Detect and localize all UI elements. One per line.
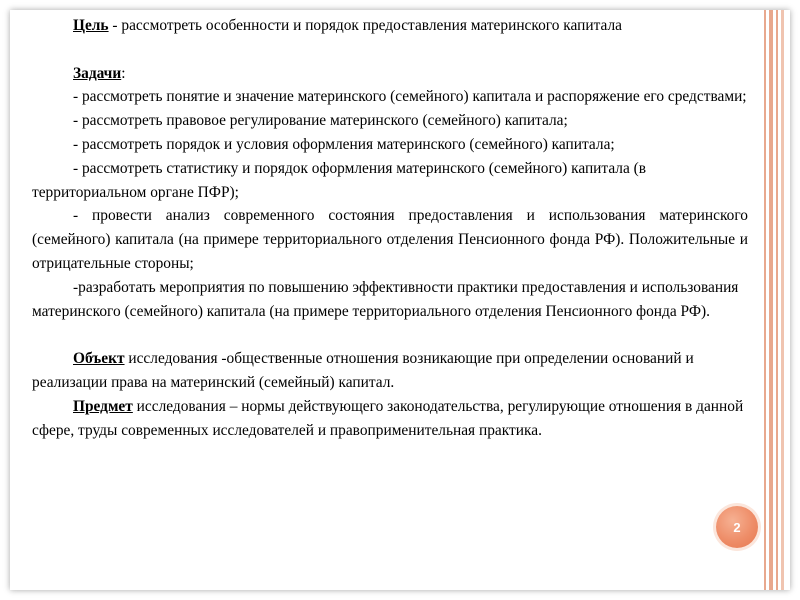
- task-item: - рассмотреть понятие и значение материнского (семейного) капитала и распоряжение его средствами;: [73, 88, 747, 106]
- decorative-stripe: [764, 10, 766, 590]
- task-item: - рассмотреть порядок и условия оформления материнского (семейного) капитала;: [73, 135, 615, 153]
- tasks-heading: [32, 62, 748, 86]
- decorative-stripe: [781, 10, 784, 590]
- decorative-stripe: [769, 10, 773, 590]
- spacer: [32, 38, 748, 62]
- object-paragraph: [32, 347, 748, 395]
- goal-text: - рассмотреть особенности и порядок предоставления материнского капитала: [108, 17, 622, 34]
- page-number-badge: 2: [716, 506, 758, 548]
- task-item: - рассмотреть правовое регулирование материнского (семейного) капитала;: [73, 112, 568, 130]
- tasks-label: Задачи: [73, 64, 122, 82]
- subject-paragraph: [32, 395, 748, 443]
- object-text: исследования -общественные отношения возникающие при определении оснований и реализации права на материнский (семейный) капитал.: [32, 350, 694, 391]
- decorative-stripe: [776, 10, 778, 590]
- goal-paragraph: [32, 14, 748, 38]
- task-item: - провести анализ современного состояния предоставления и использования материнского (семейного) капитала (на примере территориального отделения Пенсионного фонда РФ). Положительные и отрицательные стороны;: [32, 207, 748, 272]
- subject-text: исследования – нормы действующего законодательства, регулирующие отношения в данной сфере, труды современных исследователей и правоприменительная практика.: [32, 397, 744, 439]
- spacer: [32, 323, 748, 347]
- slide-content: [32, 14, 748, 442]
- goal-label: Цель: [73, 17, 109, 34]
- object-label: Объект: [73, 350, 125, 368]
- task-item: - рассмотреть статистику и порядок оформления материнского (семейного) капитала (в территориальном органе ПФР);: [32, 159, 647, 201]
- task-item: -разработать мероприятия по повышению эффективности практики предоставления и использования материнского (семейного) капитала (на примере территориального отделения Пенсионного фонда РФ).: [32, 278, 739, 320]
- subject-label: Предмет: [73, 397, 133, 415]
- tasks-colon: :: [121, 64, 126, 82]
